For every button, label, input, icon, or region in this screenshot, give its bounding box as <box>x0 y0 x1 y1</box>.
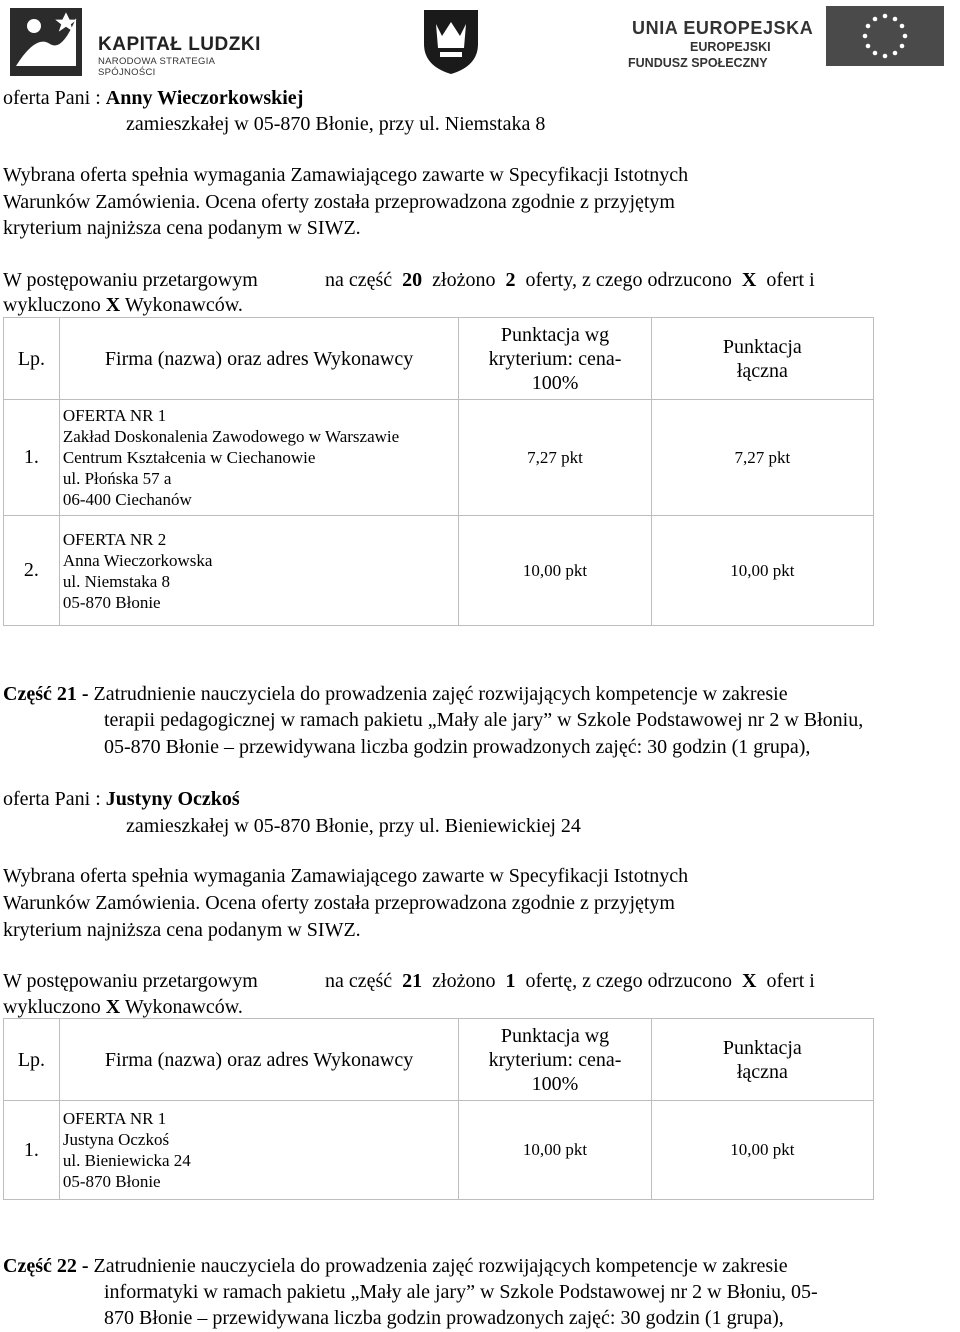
excluded-line: wykluczono X Wykonawców. <box>3 996 243 1018</box>
col-criterion: Punktacja wg kryterium: cena- 100% <box>459 318 651 400</box>
row-criterion: 7,27 pkt <box>459 400 651 516</box>
procedure-line: na część 20 złożono 2 oferty, z czego odrzucono X ofert i <box>325 269 815 291</box>
table-header-row <box>4 318 874 400</box>
offer-line <box>3 88 303 108</box>
requirements-line1: Wybrana oferta spełnia wymagania Zamawiającego zawarte w Specyfikacji Istotnych <box>3 164 689 186</box>
offer-label: oferta Pani : <box>3 788 106 810</box>
offer-address: zamieszkałej w 05-870 Błonie, przy ul. Bieniewickiej 24 <box>126 815 581 837</box>
procedure-part-a: W postępowaniu przetargowym <box>3 269 258 291</box>
requirements-line2: Warunków Zamówienia. Ocena oferty została przeprowadzona zgodnie z przyjętym <box>3 892 675 914</box>
part-label: Część 21 - <box>3 683 89 705</box>
emblem-logo <box>418 4 484 76</box>
requirements-line2: Warunków Zamówienia. Ocena oferty została przeprowadzona zgodnie z przyjętym <box>3 191 675 213</box>
row-criterion: 10,00 pkt <box>459 516 651 626</box>
ue-line2: EUROPEJSKI <box>690 40 771 54</box>
kapital-ludzki-logo <box>6 4 266 80</box>
results-table-part20 <box>3 317 874 626</box>
row-firm: OFERTA NR 1 Zakład Doskonalenia Zawodowego w Warszawie Centrum Kształcenia w Ciechanowie ul. Płońska 57 a 06-400 Ciechanów <box>59 400 458 516</box>
ue-line3: FUNDUSZ SPOŁECZNY <box>628 56 768 70</box>
row-total: 10,00 pkt <box>651 516 873 626</box>
row-criterion: 10,00 pkt <box>459 1101 651 1200</box>
row-total: 7,27 pkt <box>651 400 873 516</box>
offer-line <box>3 789 240 809</box>
ue-efs-logo <box>626 4 956 72</box>
col-lp: Lp. <box>4 1019 60 1101</box>
part21-line3: 05-870 Błonie – przewidywana liczba godzin prowadzonych zajęć: 30 godzin (1 grupa), <box>104 736 811 758</box>
row-lp: 2. <box>4 516 60 626</box>
procedure-part-a: W postępowaniu przetargowym <box>3 970 258 992</box>
col-lp: Lp. <box>4 318 60 400</box>
offer-name: Justyny Oczkoś <box>105 788 240 810</box>
requirements-line3: kryterium najniższa cena podanym w SIWZ. <box>3 217 361 239</box>
row-total: 10,00 pkt <box>651 1101 873 1200</box>
row-firm: OFERTA NR 2 Anna Wieczorkowska ul. Niemstaka 8 05-870 Błonie <box>59 516 458 626</box>
col-total: Punktacja łączna <box>651 318 873 400</box>
kl-title: KAPITAŁ LUDZKI <box>98 34 261 55</box>
excluded-line: wykluczono X Wykonawców. <box>3 294 243 316</box>
row-firm: OFERTA NR 1 Justyna Oczkoś ul. Bieniewicka 24 05-870 Błonie <box>59 1101 458 1200</box>
col-firm: Firma (nazwa) oraz adres Wykonawcy <box>59 1019 458 1101</box>
col-criterion: Punktacja wg kryterium: cena- 100% <box>459 1019 651 1101</box>
table-row <box>4 1101 874 1200</box>
part21-line1: Część 21 - Zatrudnienie nauczyciela do prowadzenia zajęć rozwijających kompetencje w zakresie <box>3 683 788 705</box>
part22-line3: 870 Błonie – przewidywana liczba godzin prowadzonych zajęć: 30 godzin (1 grupa), <box>104 1307 784 1329</box>
crown-shield-icon <box>418 4 484 76</box>
procedure-line: na część 21 złożono 1 ofertę, z czego odrzucono X ofert i <box>325 970 815 992</box>
offer-name: Anny Wieczorkowskiej <box>105 87 304 109</box>
part22-line2: informatyki w ramach pakietu „Mały ale jary” w Szkole Podstawowej nr 2 w Błoniu, 05- <box>104 1281 818 1303</box>
results-table-part21 <box>3 1018 874 1200</box>
kapital-ludzki-emblem-icon <box>6 4 92 80</box>
offer-address: zamieszkałej w 05-870 Błonie, przy ul. Niemstaka 8 <box>126 113 546 135</box>
requirements-line3: kryterium najniższa cena podanym w SIWZ. <box>3 919 361 941</box>
eu-flag-icon <box>826 6 944 66</box>
ue-line1: UNIA EUROPEJSKA <box>632 18 814 38</box>
part-label: Część 22 - <box>3 1255 89 1277</box>
col-firm: Firma (nazwa) oraz adres Wykonawcy <box>59 318 458 400</box>
col-total: Punktacja łączna <box>651 1019 873 1101</box>
table-row <box>4 516 874 626</box>
table-row <box>4 400 874 516</box>
requirements-line1: Wybrana oferta spełnia wymagania Zamawiającego zawarte w Specyfikacji Istotnych <box>3 865 689 887</box>
row-lp: 1. <box>4 1101 60 1200</box>
part22-line1: Część 22 - Zatrudnienie nauczyciela do prowadzenia zajęć rozwijających kompetencje w zakresie <box>3 1255 788 1277</box>
part21-line2: terapii pedagogicznej w ramach pakietu „Mały ale jary” w Szkole Podstawowej nr 2 w Błoniu, <box>104 709 864 731</box>
kl-subtitle: NARODOWA STRATEGIA SPÓJNOŚCI <box>98 56 215 78</box>
table-header-row <box>4 1019 874 1101</box>
row-lp: 1. <box>4 400 60 516</box>
offer-label: oferta Pani : <box>3 87 106 109</box>
